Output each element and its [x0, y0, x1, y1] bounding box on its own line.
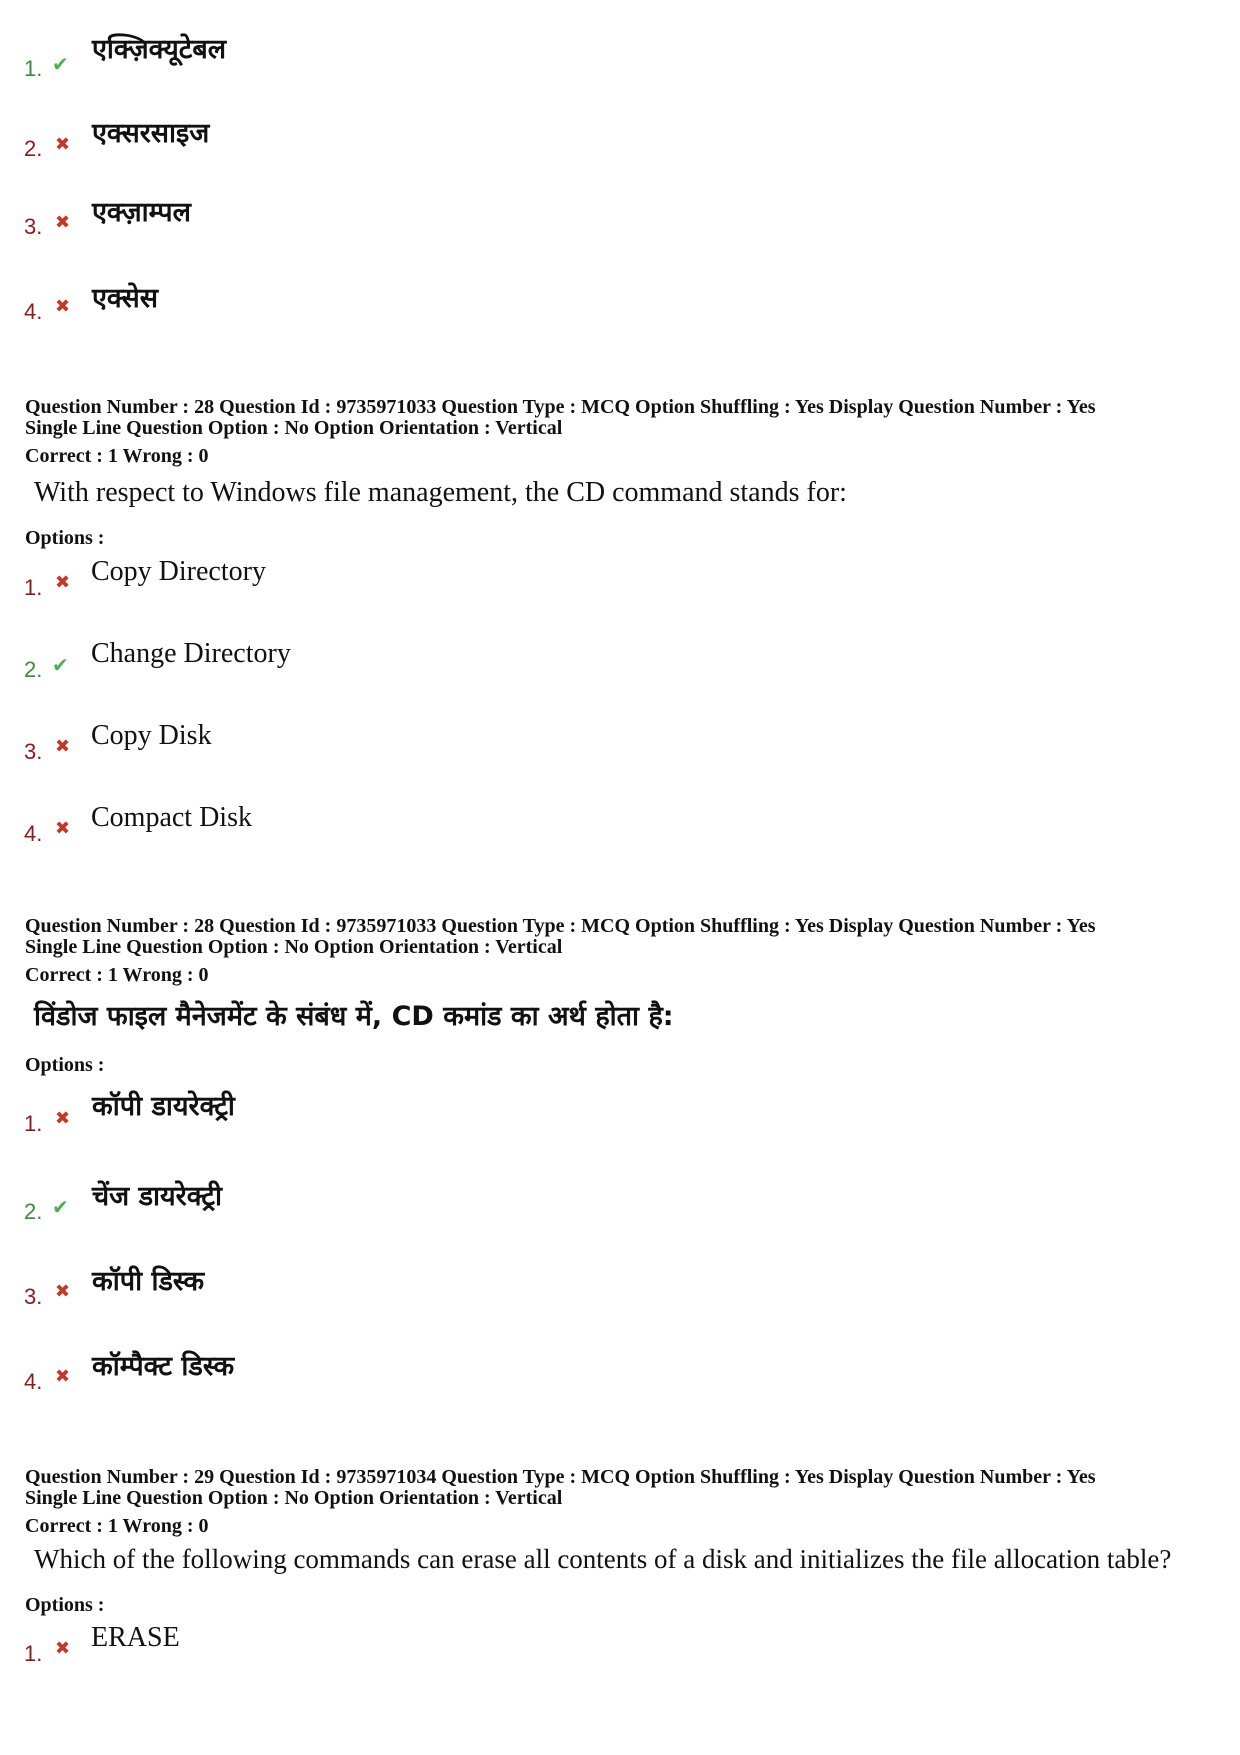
cross-icon: ✖ — [55, 1366, 71, 1387]
option-text: कॉम्पैक्ट डिस्क — [92, 1351, 235, 1382]
question-meta-line2: Single Line Question Option : No Option Orientation : Vertical — [25, 936, 563, 958]
options-label: Options : — [25, 527, 105, 549]
option-text: एक्ज़ाम्पल — [92, 197, 191, 228]
option-number: 2. — [24, 1199, 43, 1224]
option-number: 1. — [24, 1641, 43, 1666]
cross-icon: ✖ — [55, 572, 71, 593]
question-meta-line1: Question Number : 28 Question Id : 9735971033 Question Type : MCQ Option Shuffling : Yes Display Question Number : Yes — [25, 915, 1096, 937]
question-text: Which of the following commands can erase all contents of a disk and initializes the file allocation table? — [34, 1544, 1172, 1574]
question-meta-line1: Question Number : 29 Question Id : 9735971034 Question Type : MCQ Option Shuffling : Yes Display Question Number : Yes — [25, 1466, 1096, 1488]
cross-icon: ✖ — [55, 818, 71, 839]
options-label: Options : — [25, 1594, 105, 1616]
option-number: 3. — [24, 214, 43, 239]
option-text: कॉपी डायरेक्ट्री — [92, 1091, 235, 1122]
question-text: With respect to Windows file management, the CD command stands for: — [34, 477, 847, 508]
cross-icon: ✖ — [55, 736, 71, 757]
option-number: 1. — [24, 56, 43, 81]
options-label: Options : — [25, 1054, 105, 1076]
option-number: 1. — [24, 575, 43, 600]
cross-icon: ✖ — [55, 296, 71, 317]
option-number: 4. — [24, 1369, 43, 1394]
option-text: Compact Disk — [91, 802, 252, 833]
option-text: कॉपी डिस्क — [92, 1266, 205, 1297]
option-text: चेंज डायरेक्ट्री — [92, 1181, 223, 1212]
option-text: एक्सरसाइज — [92, 118, 210, 149]
option-number: 4. — [24, 821, 43, 846]
cross-icon: ✖ — [55, 1638, 71, 1659]
check-icon: ✔ — [52, 653, 69, 677]
option-number: 3. — [24, 739, 43, 764]
score-line: Correct : 1 Wrong : 0 — [25, 964, 209, 986]
question-meta-line2: Single Line Question Option : No Option Orientation : Vertical — [25, 417, 563, 439]
cross-icon: ✖ — [55, 212, 71, 233]
score-line: Correct : 1 Wrong : 0 — [25, 1515, 209, 1537]
option-number: 3. — [24, 1284, 43, 1309]
option-text: Change Directory — [91, 638, 291, 669]
option-text: Copy Disk — [91, 720, 212, 751]
option-number: 2. — [24, 657, 43, 682]
option-text: एक्सेस — [92, 283, 158, 314]
cross-icon: ✖ — [55, 1281, 71, 1302]
question-meta-line2: Single Line Question Option : No Option Orientation : Vertical — [25, 1487, 563, 1509]
cross-icon: ✖ — [55, 134, 71, 155]
option-number: 2. — [24, 136, 43, 161]
score-line: Correct : 1 Wrong : 0 — [25, 445, 209, 467]
option-number: 4. — [24, 299, 43, 324]
check-icon: ✔ — [52, 1195, 69, 1219]
option-text: एक्ज़िक्यूटेबल — [92, 34, 227, 65]
option-number: 1. — [24, 1111, 43, 1136]
option-text: ERASE — [91, 1622, 180, 1653]
question-meta-line1: Question Number : 28 Question Id : 9735971033 Question Type : MCQ Option Shuffling : Yes Display Question Number : Yes — [25, 396, 1096, 418]
cross-icon: ✖ — [55, 1108, 71, 1129]
option-text: Copy Directory — [91, 556, 266, 587]
question-text: विंडोज फाइल मैनेजमेंट के संबंध में, CD कमांड का अर्थ होता है: — [34, 1001, 674, 1032]
check-icon: ✔ — [52, 52, 69, 76]
